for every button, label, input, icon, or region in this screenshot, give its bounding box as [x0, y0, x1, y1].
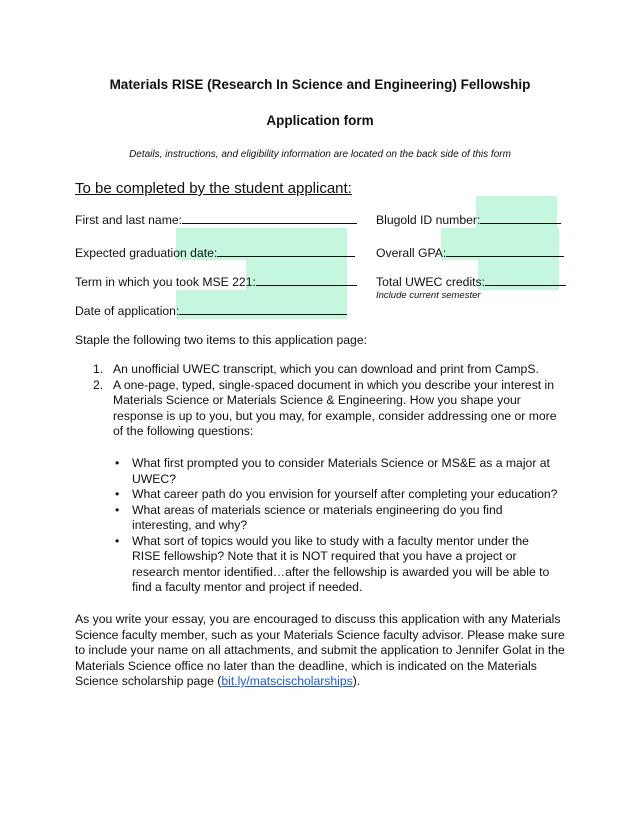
essay-questions-list [75, 456, 560, 596]
gpa-label: Overall GPA: [376, 246, 447, 260]
credits-line[interactable] [485, 274, 566, 286]
list-item [75, 378, 560, 440]
closing-paragraph [75, 612, 565, 690]
list-item [75, 456, 560, 487]
closing-text: As you write your essay, you are encouraged to discuss this application with any Materials Science faculty member, such as your Materials Science faculty advisor. Please make sure to include your name on all attachments, and submit the application to Jennifer Golat in the Materials Science office no later than the deadline, which is indicated on the Materials Science scholarship page ( [75, 612, 565, 688]
graduation-label: Expected graduation date: [75, 246, 218, 260]
bullet-icon: • [115, 456, 120, 470]
question-text: What career path do you envision for yourself after completing your education? [132, 487, 558, 501]
credits-note: Include current semester [376, 290, 481, 301]
list-item [75, 503, 560, 534]
credits-field [376, 274, 566, 289]
list-item [75, 362, 560, 378]
bullet-icon: • [115, 502, 120, 517]
bullet-icon: • [115, 533, 120, 548]
form-title: Application form [266, 113, 374, 128]
item-number: 2. [93, 377, 104, 392]
list-item [75, 534, 560, 596]
blugold-label: Blugold ID number: [376, 213, 481, 227]
graduation-field [75, 245, 355, 260]
gpa-line[interactable] [446, 245, 564, 257]
item-text: A one-page, typed, single-spaced document in which you describe your interest in Materials Science or Materials Science & Engineering. How you shape your response is up to you, but you may, for example, consider addressing one or more of the following questions: [113, 377, 557, 438]
name-label: First and last name: [75, 213, 183, 227]
document-title: Materials RISE (Research In Science and Engineering) Fellowship [109, 77, 531, 92]
blugold-line[interactable] [480, 212, 561, 224]
graduation-line[interactable] [217, 245, 355, 257]
question-text: What sort of topics would you like to study with a faculty mentor under the RISE fellowship? Note that it is NOT required that you have a project or research mentor identified…after the fellowship is awarded you will be able to find a faculty mentor and project if needed. [132, 533, 550, 594]
term-line[interactable] [256, 274, 357, 286]
form-subtitle: Details, instructions, and eligibility information are located on the back side of this form [129, 149, 511, 160]
credits-label: Total UWEC credits: [376, 275, 486, 289]
bullet-icon: • [115, 487, 120, 501]
term-label: Term in which you took MSE 221: [75, 275, 256, 289]
list-item [75, 487, 560, 503]
staple-intro: Staple the following two items to this application page: [75, 333, 367, 347]
closing-end: ). [352, 674, 361, 688]
date-line[interactable] [179, 303, 347, 315]
gpa-field [376, 245, 564, 260]
question-text: What first prompted you to consider Materials Science or MS&E as a major at UWEC? [132, 456, 550, 486]
blugold-field [376, 212, 561, 227]
question-text: What areas of materials science or materials engineering do you find interesting, and why? [132, 502, 503, 532]
date-field [75, 303, 347, 318]
term-field [75, 274, 357, 289]
required-items-list [75, 362, 560, 440]
date-label: Date of application: [75, 304, 180, 318]
scholarship-link[interactable]: bit.ly/matscischolarships [221, 674, 353, 688]
item-number: 1. [93, 362, 104, 376]
item-text: An unofficial UWEC transcript, which you can download and print from CampS. [113, 362, 539, 376]
name-field [75, 212, 357, 227]
section-heading: To be completed by the student applicant: [75, 180, 352, 197]
name-line[interactable] [182, 212, 357, 224]
